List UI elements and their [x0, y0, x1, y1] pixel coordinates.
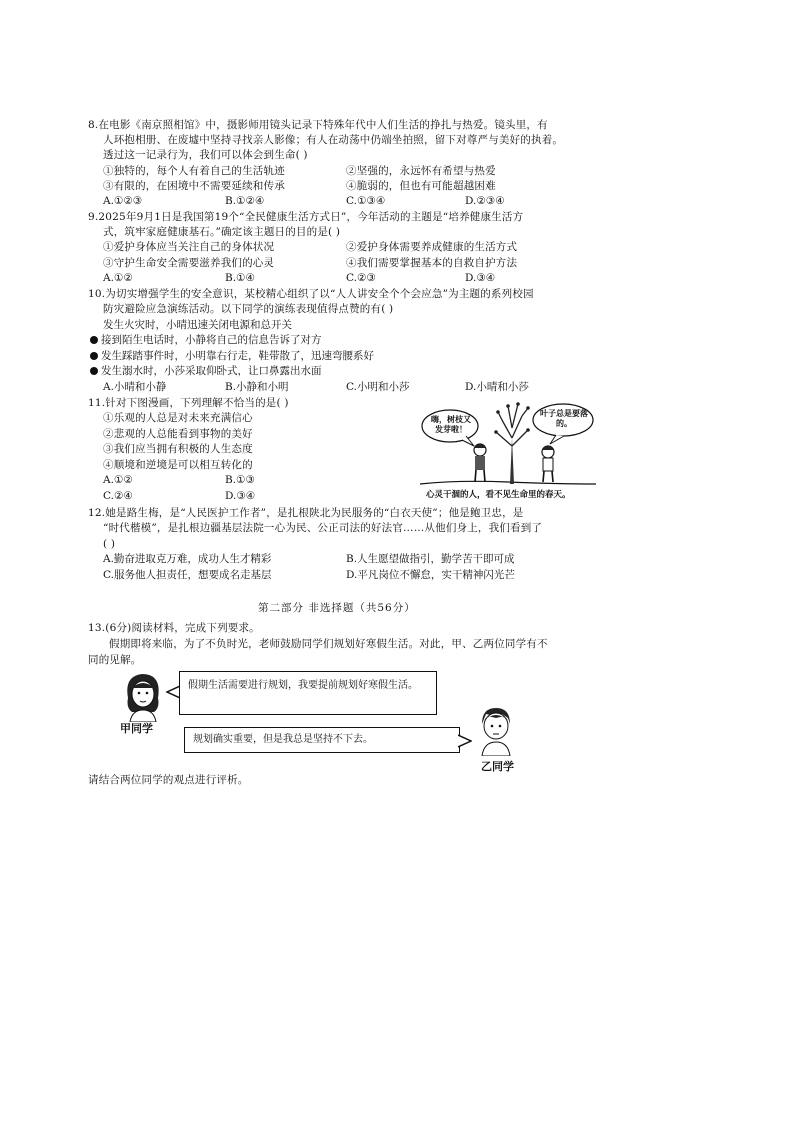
- q11-cartoon: [418, 398, 598, 502]
- cartoon-bubble-right: 叶子总是要落的。: [540, 409, 588, 428]
- q11-option-d: D.③④: [225, 490, 256, 502]
- jia-student-avatar: [118, 668, 168, 722]
- q9-statement-3: ③守护生命安全需要滋养我们的心灵: [103, 257, 275, 269]
- q9-statement-1: ①爱护身体应当关注自己的身体状况: [103, 241, 275, 253]
- q9-option-b: B.①④: [225, 272, 255, 284]
- cartoon-caption: 心灵干涸的人，看不见生命里的春天。: [426, 490, 571, 500]
- jia-speech-bubble: 假期生活需要进行规划，我要提前规划好寒假生活。: [179, 671, 437, 715]
- cartoon-bubble-left: 嗨，树枝又发芽啦！: [431, 415, 471, 434]
- q10-option-a: A.小晴和小静: [103, 381, 167, 393]
- q8-statement-4: ④脆弱的，但也有可能超越困难: [346, 180, 496, 192]
- q9-option-c: C.②③: [346, 272, 376, 284]
- q11-statement-1: ①乐观的人总是对未来充满信心: [103, 412, 253, 424]
- yi-student-avatar: [474, 704, 518, 756]
- q12-option-c: C.服务他人担责任，想要成名走基层: [103, 569, 272, 581]
- jia-student-name: 甲同学: [120, 722, 153, 735]
- yi-bubble-pointer: [458, 733, 472, 747]
- q10-stem-line-1: 10.为切实增强学生的安全意识，某校精心组织了以“人人讲安全个个会应急”为主题的系列校园: [88, 288, 534, 300]
- q11-statement-4: ④顺境和逆境是可以相互转化的: [103, 459, 253, 471]
- q9-option-d: D.③④: [465, 272, 496, 284]
- q10-option-b: B.小静和小明: [225, 381, 289, 393]
- q10-item-3: [90, 349, 374, 363]
- q9-stem-line-2: 式，筑牢家庭健康基石。”确定该主题日的目的是( ): [103, 226, 341, 238]
- q11-statement-3: ③我们应当拥有积极的人生态度: [103, 443, 253, 455]
- q10-option-c: C.小明和小莎: [346, 381, 410, 393]
- q9-statement-2: ②爱护身体需要养成健康的生活方式: [346, 241, 518, 253]
- q10-option-d: D.小晴和小莎: [465, 381, 529, 393]
- jia-bubble-pointer: [166, 684, 176, 698]
- q10-stem-line-2: 防灾避险应急演练活动。以下同学的演练表现值得点赞的有( ): [103, 303, 394, 315]
- q9-statement-4: ④我们需要掌握基本的自救自护方法: [346, 257, 518, 269]
- q12-stem-line-3: ( ): [103, 538, 116, 550]
- q8-stem-line-3: 透过这一记录行为，我们可以体会到生命( ): [103, 149, 308, 161]
- bullet-icon: [90, 336, 98, 344]
- q10-item-1: [103, 318, 292, 332]
- q8-option-d: D.②③④: [465, 195, 505, 207]
- bullet-icon: [90, 352, 98, 360]
- q11-statement-2: ②悲观的人总能看到事物的美好: [103, 428, 253, 440]
- q8-statement-1: ①独特的，每个人有着自己的生活轨迹: [103, 165, 285, 177]
- q13-stem: 13.(6分)阅读材料，完成下列要求。: [88, 622, 260, 634]
- q8-stem-line-1: 8.在电影《南京照相馆》中，摄影师用镜头记录下特殊年代中人们生活的挣扎与热爱。镜头里，有: [88, 119, 548, 131]
- q11-option-a: A.①②: [103, 474, 133, 486]
- yi-speech-bubble: 规划确实重要，但是我总是坚持不下去。: [184, 727, 460, 753]
- q8-statement-2: ②坚强的，永远怀有希望与热爱: [346, 165, 496, 177]
- bullet-icon: [90, 367, 98, 375]
- q13-material-line-2: 同的见解。: [88, 654, 142, 666]
- q9-stem-line-1: 9.2025年9月1日是我国第19个“全民健康生活方式日”，今年活动的主题是“培养健康生活方: [88, 211, 524, 223]
- q11-option-b: B.①③: [225, 474, 255, 486]
- q12-stem-line-2: “时代楷模”，是扎根边疆基层法院一心为民、公正司法的好法官……从他们身上，我们看到了: [103, 522, 543, 534]
- part-2-heading: 第二部分 非选择题（共56分）: [258, 602, 416, 614]
- q8-option-b: B.①②④: [225, 195, 265, 207]
- q8-stem-line-2: 人环抱相册、在废墟中坚持寻找亲人影像；有人在动荡中仍端坐拍照，留下对尊严与美好的执着。: [103, 134, 564, 146]
- q9-option-a: A.①②: [103, 272, 133, 284]
- q13-prompt: 请结合两位同学的观点进行评析。: [88, 774, 249, 786]
- q12-option-b: B.人生愿望做指引，勤学苦干即可成: [346, 553, 515, 565]
- q11-option-c: C.②④: [103, 490, 133, 502]
- q8-option-a: A.①②③: [103, 195, 143, 207]
- q10-item-2-text: 接到陌生电话时，小静将自己的信息告诉了对方: [101, 334, 322, 346]
- yi-student-name: 乙同学: [481, 760, 514, 773]
- q12-stem-line-1: 12.她是路生梅，是“人民医护工作者”，是扎根陕北为民服务的“白衣天使”；他是鲍卫忠，是: [88, 507, 524, 519]
- q10-item-4: [90, 364, 322, 378]
- q12-option-a: A.勤奋进取克万难，成功人生才精彩: [103, 553, 272, 565]
- q8-statement-3: ③有限的，在困境中不需要延续和传承: [103, 180, 285, 192]
- q10-item-2: [90, 333, 322, 347]
- q8-option-c: C.①③④: [346, 195, 386, 207]
- q10-item-4-text: 发生溺水时，小莎采取仰卧式，让口鼻露出水面: [101, 365, 322, 377]
- q11-stem: 11.针对下图漫画，下列理解不恰当的是( ): [88, 397, 289, 409]
- q13-material-line-1: 假期即将来临，为了不负时光，老师鼓励同学们规划好寒假生活。对此，甲、乙两位同学有不: [109, 638, 548, 650]
- q10-item-3-text: 发生踩踏事件时，小明靠右行走，鞋带散了，迅速弯腰系好: [101, 350, 374, 362]
- q12-option-d: D.平凡岗位不懈怠，实干精神闪光芒: [346, 569, 515, 581]
- q10-item-1-text: 发生火灾时，小晴迅速关闭电源和总开关: [103, 319, 292, 331]
